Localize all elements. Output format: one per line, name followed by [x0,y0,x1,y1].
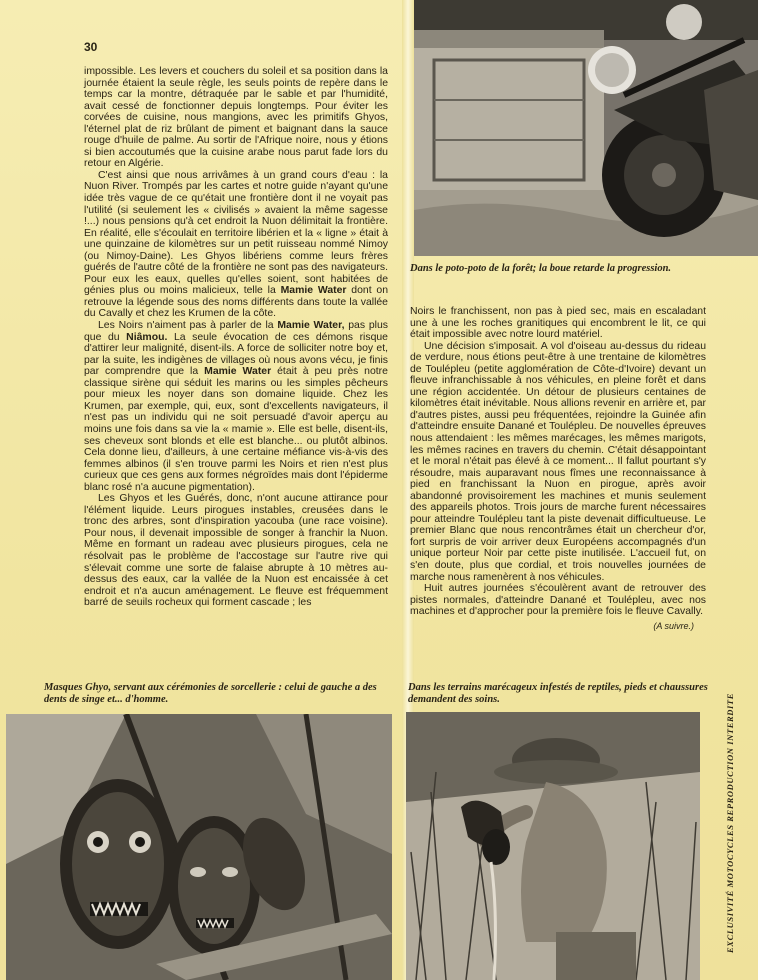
motorcycle-mud-photo [414,0,758,256]
right-paragraph-3: Huit autres journées s'écoulèrent avant de retrouver des pistes normales, d'atteindre Danané et Toulépleu, avec nos machines et d'approcher pour la première fois le fleuve Cavally. [410,583,706,618]
reproduction-notice [718,690,742,970]
swamp-boot-photo [406,712,700,980]
top-photo-caption: Dans le poto-poto de la forêt; la boue retarde la progression. [410,263,672,274]
to-be-continued-note: (A suivre.) [653,620,694,631]
swamp-boot-illustration [406,712,700,980]
left-article-column [84,66,388,609]
right-paragraph-1: Noirs le franchissent, non pas à pied sec, mais en escaladant une à une les roches granitiques qui encombrent le lit, ce qui était impossible avec notre lourd matériel. [410,306,706,341]
ghyo-masks-illustration [6,714,392,980]
right-article-column [410,306,706,632]
left-paragraph-2: C'est ainsi que nous arrivâmes à un grand cours d'eau : la Nuon River. Trompés par les cartes et notre guide n'ayant qu'une idée très vague de ce qu'était une frontière dont il ne voyait pas l'utilité (si seulement les « civilisés » avaient la même sagesse !...) nous pensions qu'à cet endroit la Nuon délimitait la frontière. En réalité, elle s'écoulait en territoire libérien et la « ligne » était à une quinzaine de kilomètres sur un petit ruisseau nommé Nimoy (ou Nimoy-Daine). Les Ghyos libériens comme leurs frères guérés de l'autre côté de la frontière ne sont pas des navigateurs. Pour eux les eaux, quelles qu'elles soient, sont habitées de génies plus ou moins malicieux, telle la Mamie Water dont on retrouve la légende sous des noms différents dans toute la vallée du Cavally et chez les Krumen de la côte. [84,169,388,320]
ghyo-masks-photo [6,714,392,980]
motorcycle-mud-illustration [414,0,758,256]
swamp-photo-caption: Dans les terrains marécageux infestés de reptiles, pieds et chaussures demandent des soins. [408,682,708,705]
left-paragraph-4: Les Ghyos et les Guérés, donc, n'ont aucune attirance pour l'élément liquide. Leurs pirogues instables, creusées dans le tronc des arbres, sont d'inspiration yacouba (une race voisine). Pour nous, il devenait impossible de songer à franchir la Nuon. Même en formant un radeau avec plusieurs pirogues, cela ne résolvait pas le problème de l'accostage sur l'autre rive qui s'élevait comme une sorte de falaise abrupte à 10 mètres au-dessus des eaux, car la vallée de la Nuon est encaissée à cet endroit et n'a aucun aménagement. Le fleuve est fréquemment barré de seuils rocheux qui forment cascade ; les [84,493,388,609]
page-number: 30 [84,40,98,54]
right-paragraph-2: Une décision s'imposait. A vol d'oiseau au-dessus du rideau de verdure, nous étions peut-être à une trentaine de kilomètres de Toulépleu (petite agglomération de Côte-d'Ivoire) devant un fleuve infranchissable à nos véhicules, en pleine forêt et dans une région accidentée. Un détour de plusieurs centaines de kilomètres était inévitable. Nous allions revenir en arrière et, par d'autres pistes, aussi peu fréquentées, rejoindre la Guinée afin d'atteindre ensuite Danané et Toulépleu. De nouvelles épreuves nous attendaient : les mêmes marécages, les mêmes marigots, les mêmes racines en travers du chemin. C'était désappointant et le moral n'était pas élevé à ce moment... Il fallut pourtant s'y résoudre, mais auparavant nous fîmes une reconnaissance à pied en franchissant la Nuon en pirogue, après avoir abandonné provisoirement les machines et munis seulement des appareils photos. Trois jours de marche furent nécessaires pour atteindre Toulépleu tant la piste devenait difficultueuse. Le premier Blanc que nous rencontrâmes était un chercheur d'or, fort surpris de voir arriver deux Européens accompagnés d'un unique porteur Noir par cette piste inutilisée. L'accueil fut, on s'en doute, plus que cordial, et trois nouvelles journées de marche nous ramenèrent à nos véhicules. [410,340,706,583]
left-paragraph-3: Les Noirs n'aiment pas à parler de la Mamie Water, pas plus que du Niâmou. La seule évocation de ces démons risque d'attirer leur malignité, disent-ils. A force de solliciter notre boy et, par la suite, les indigènes de villages où nous avons vécu, je finis par comprendre que la Mamie Water était à peu près notre classique sirène qui séduit les marins ou les simples pêcheurs pour mieux les noyer dans son domaine liquide. Chez les Krumen, par exemple, qui, eux, sont d'excellents navigateurs, il n'est pas un individu qui ne soit persuadé d'avoir aperçu au moins une fois dans sa vie la « mamie ». Elle est belle, disent-ils, ses cheveux sont blonds et elle est blanche... ou plutôt albinos. Cela donne lieu, d'ailleurs, à une certaine méfiance vis-à-vis des femmes albinos (il s'en trouve parmi les Noirs et rien n'est plus curieux que ces gens aux formes négroïdes mais dont l'épiderme blanc rosé n'a aucune pigmentation). [84,320,388,493]
reproduction-notice-text: EXCLUSIVITÉ MOTOCYCLES REPRODUCTION INTERDITE [725,693,735,953]
left-paragraph-1: impossible. Les levers et couchers du soleil et sa position dans la journée étaient la seule règle, les seuls points de repère dans le temps car la montre, détraquée par le sable et par l'humidité, avait cessé de fonctionner depuis longtemps. Pour éviter les corvées de cuisine, nous mangions, avec les primitifs Ghyos, l'éternel plat de riz brûlant de piment et baignant dans la sauce rouge d'huile de palme. Au sortir de l'Afrique noire, nous y étions si bien accoutumés que la cuisine arabe nous parut fade lors du retour en Algérie. [84,66,388,170]
masks-photo-caption: Masques Ghyo, servant aux cérémonies de sorcellerie : celui de gauche a des dents de singe et... d'homme. [44,682,377,705]
